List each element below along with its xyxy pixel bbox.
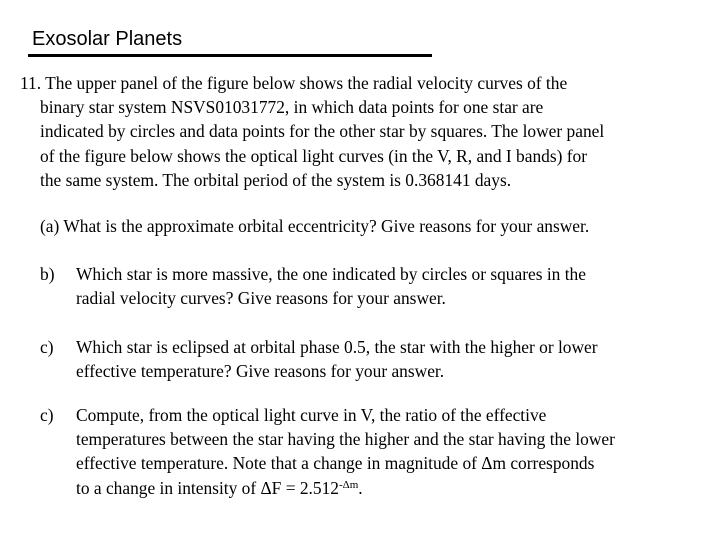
question-line: indicated by circles and data points for the other star by squares. The lower panel (40, 121, 605, 142)
part-line: Which star is eclipsed at orbital phase 0.5, the star with the higher or lower (76, 337, 598, 357)
question-line: of the figure below shows the optical light curves (in the V, R, and I bands) for (40, 145, 588, 166)
part-line: Compute, from the optical light curve in V, the ratio of the effective (76, 405, 547, 425)
title-underline (28, 54, 432, 57)
part-label: b) (40, 264, 55, 284)
part-line-formula: to a change in intensity of $\Delta F = 2.512^{-\Delta m}$. (76, 477, 363, 498)
question-number: 11. (20, 73, 42, 93)
part-line: radial velocity curves? Give reasons for your answer. (76, 288, 446, 309)
part-line: Which star is more massive, the one indicated by circles or squares in the (76, 264, 586, 284)
part-line: effective temperature. Note that a change in magnitude of Δm corresponds (76, 453, 595, 474)
part-line: effective temperature? Give reasons for your answer. (76, 361, 445, 382)
question-line: binary star system NSVS01031772, in which data points for one star are (40, 97, 544, 118)
part-b (40, 262, 700, 310)
question-line: the same system. The orbital period of the system is 0.368141 days. (40, 169, 512, 190)
part-label: c) (40, 337, 54, 357)
part-c-temperature (40, 403, 700, 500)
part-line: temperatures between the star having the higher and the star having the lower (76, 429, 615, 450)
formula-exponent: -Δm (338, 478, 359, 491)
question-11 (20, 71, 700, 192)
page-title: Exosolar Planets (32, 28, 183, 50)
question-line: 11. The upper panel of the figure below shows the radial velocity curves of the (20, 73, 568, 93)
part-c-eclipse (40, 335, 700, 383)
part-a: (a) What is the approximate orbital eccentricity? Give reasons for your answer. (40, 216, 590, 236)
part-label: c) (40, 405, 54, 425)
